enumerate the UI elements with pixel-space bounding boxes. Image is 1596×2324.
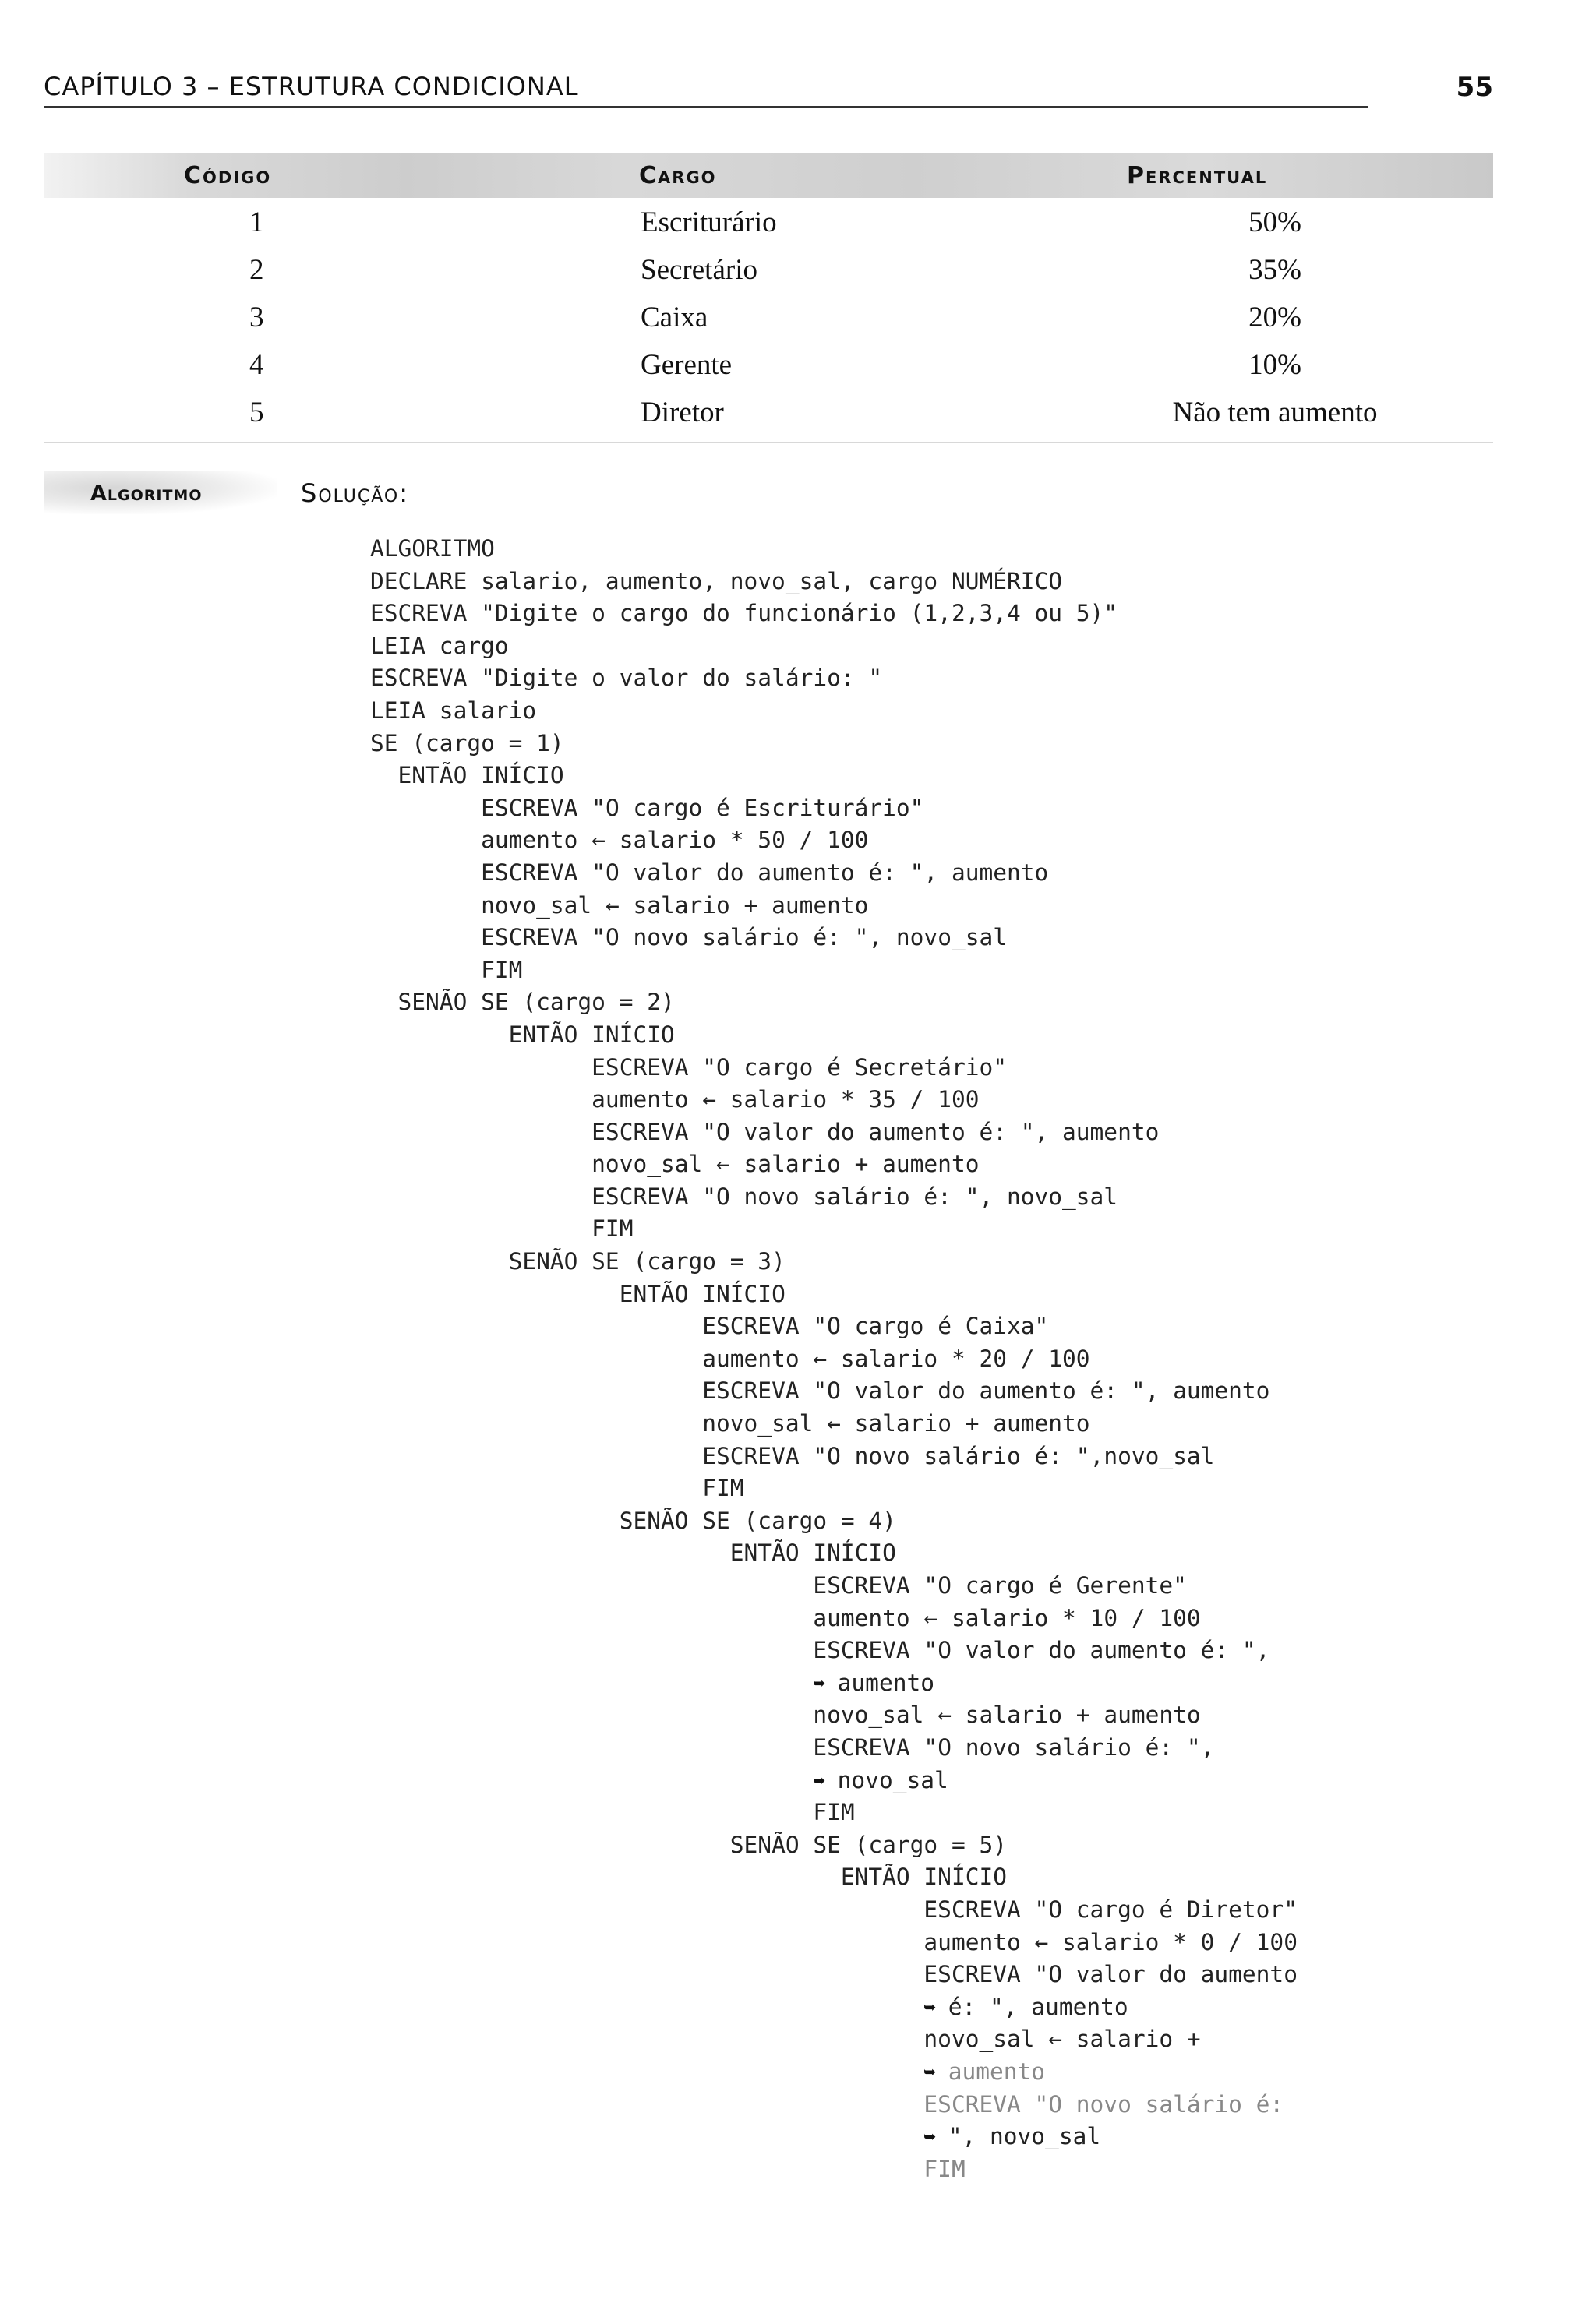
code-line bbox=[370, 2121, 1539, 2153]
table-bottom-rule bbox=[44, 442, 1493, 443]
algorithm-label-box bbox=[44, 471, 277, 514]
code-line bbox=[370, 922, 1539, 954]
code-indent bbox=[370, 795, 481, 821]
code-text: ESCREVA "O cargo é Caixa" bbox=[702, 1313, 1049, 1340]
code-line bbox=[370, 1505, 1539, 1538]
code-text: ESCREVA "O novo salário é: ",novo_sal bbox=[702, 1442, 1215, 1469]
code-indent bbox=[370, 1961, 923, 1987]
code-line bbox=[370, 1278, 1539, 1311]
code-text: ENTÃO INÍCIO bbox=[508, 1021, 675, 1048]
code-text: SENÃO SE (cargo = 5) bbox=[729, 1831, 1007, 1858]
code-text: aumento ← salario * 20 / 100 bbox=[702, 1345, 1090, 1372]
column-header-cargo: Cargo bbox=[639, 162, 717, 189]
code-line bbox=[370, 1019, 1539, 1052]
code-text: ENTÃO INÍCIO bbox=[729, 1539, 896, 1567]
code-line bbox=[370, 1472, 1539, 1505]
code-line bbox=[370, 1959, 1539, 1991]
code-text: aumento ← salario * 50 / 100 bbox=[481, 827, 869, 854]
code-text: é: ", aumento bbox=[948, 1993, 1128, 2020]
code-text: DECLARE salario, aumento, novo_sal, cargo NUMÉRICO bbox=[370, 567, 1063, 594]
cell-cargo: Secretário bbox=[641, 254, 757, 286]
code-indent bbox=[370, 2058, 923, 2085]
code-line bbox=[370, 1765, 1539, 1797]
code-text: aumento ← salario * 10 / 100 bbox=[813, 1604, 1201, 1631]
code-indent bbox=[370, 1767, 813, 1793]
code-text: ESCREVA "O cargo é Diretor" bbox=[923, 1896, 1298, 1923]
code-text: ESCREVA "Digite o cargo do funcionário (1,2,3,4 ou 5)" bbox=[370, 600, 1118, 627]
code-text: ESCREVA "O valor do aumento bbox=[923, 1961, 1298, 1988]
code-line bbox=[370, 1375, 1539, 1408]
code-indent bbox=[370, 1021, 509, 1048]
code-line bbox=[370, 630, 1539, 663]
code-line bbox=[370, 986, 1539, 1019]
code-indent bbox=[370, 2156, 923, 2182]
code-text: LEIA cargo bbox=[370, 632, 509, 659]
code-indent bbox=[370, 2091, 923, 2118]
code-indent bbox=[370, 1313, 702, 1339]
code-line bbox=[370, 533, 1539, 566]
code-indent bbox=[370, 1345, 702, 1372]
code-text: FIM bbox=[702, 1475, 744, 1502]
code-indent bbox=[370, 1119, 591, 1145]
code-text: FIM bbox=[923, 2155, 966, 2182]
page-number: 55 bbox=[1456, 72, 1493, 103]
code-line bbox=[370, 1310, 1539, 1343]
code-text: SENÃO SE (cargo = 4) bbox=[619, 1507, 896, 1534]
code-indent bbox=[370, 1475, 702, 1501]
code-line bbox=[370, 1246, 1539, 1278]
code-indent bbox=[370, 1508, 620, 1534]
code-indent bbox=[370, 1605, 813, 1631]
scan-fade bbox=[1013, 2166, 1403, 2252]
algorithm-label: Algoritmo bbox=[90, 481, 203, 506]
cell-code: 3 bbox=[249, 302, 264, 333]
code-indent bbox=[370, 1215, 591, 1242]
code-line bbox=[370, 1537, 1539, 1570]
code-indent bbox=[370, 859, 481, 886]
code-line bbox=[370, 1667, 1539, 1700]
code-text: ESCREVA "O valor do aumento é: ", aumento bbox=[481, 859, 1049, 886]
code-line bbox=[370, 695, 1539, 728]
code-line bbox=[370, 1635, 1539, 1667]
code-text: ESCREVA "O novo salário é: bbox=[923, 2090, 1284, 2118]
code-indent bbox=[370, 1281, 620, 1307]
code-text: LEIA salario bbox=[370, 696, 537, 724]
column-header-codigo: Código bbox=[184, 162, 272, 189]
code-line bbox=[370, 1829, 1539, 1862]
code-text: ENTÃO INÍCIO bbox=[397, 762, 564, 789]
code-line bbox=[370, 2089, 1539, 2121]
code-line bbox=[370, 1148, 1539, 1181]
code-line bbox=[370, 1084, 1539, 1116]
code-indent bbox=[370, 957, 481, 983]
cell-percent: 50% bbox=[1248, 206, 1301, 238]
code-line bbox=[370, 2056, 1539, 2089]
code-line bbox=[370, 1927, 1539, 1959]
code-line bbox=[370, 824, 1539, 857]
continuation-arrow-icon: ➥ bbox=[813, 1769, 838, 1793]
code-text: aumento ← salario * 35 / 100 bbox=[591, 1086, 980, 1113]
code-indent bbox=[370, 1864, 841, 1890]
code-text: ESCREVA "O cargo é Gerente" bbox=[813, 1572, 1187, 1599]
code-text: ENTÃO INÍCIO bbox=[619, 1280, 786, 1307]
code-indent bbox=[370, 1151, 591, 1177]
code-line bbox=[370, 1732, 1539, 1765]
pseudocode-block bbox=[370, 533, 1539, 2185]
code-line bbox=[370, 1116, 1539, 1149]
code-indent bbox=[370, 1572, 813, 1599]
code-line bbox=[370, 1343, 1539, 1376]
table-row bbox=[44, 388, 1493, 436]
code-line bbox=[370, 728, 1539, 760]
code-indent bbox=[370, 924, 481, 950]
code-text: novo_sal bbox=[837, 1766, 948, 1793]
column-header-percentual: Percentual bbox=[1127, 162, 1268, 189]
continuation-arrow-icon: ➥ bbox=[923, 2061, 948, 2085]
code-text: SE (cargo = 1) bbox=[370, 729, 564, 756]
code-text: novo_sal ← salario + aumento bbox=[591, 1151, 980, 1178]
code-line bbox=[370, 1408, 1539, 1441]
cell-percent: 10% bbox=[1248, 349, 1301, 381]
code-text: ESCREVA "O novo salário é: ", bbox=[813, 1733, 1215, 1761]
code-indent bbox=[370, 827, 481, 853]
code-text: ENTÃO INÍCIO bbox=[840, 1864, 1007, 1891]
cell-percent: 20% bbox=[1248, 302, 1301, 333]
cell-code: 1 bbox=[249, 206, 264, 238]
code-text: ESCREVA "O novo salário é: ", novo_sal bbox=[591, 1183, 1118, 1210]
running-header bbox=[44, 72, 1493, 103]
cell-cargo: Caixa bbox=[641, 302, 708, 333]
code-line bbox=[370, 598, 1539, 630]
code-text: ESCREVA "O cargo é Escriturário" bbox=[481, 794, 924, 821]
code-text: ALGORITMO bbox=[370, 535, 495, 562]
code-text: novo_sal ← salario + aumento bbox=[702, 1410, 1090, 1437]
code-text: novo_sal ← salario + aumento bbox=[481, 891, 869, 919]
code-line bbox=[370, 760, 1539, 792]
raise-table bbox=[44, 153, 1493, 436]
code-text: FIM bbox=[481, 956, 523, 983]
code-indent bbox=[370, 1799, 813, 1825]
code-indent bbox=[370, 1637, 813, 1663]
code-line bbox=[370, 1052, 1539, 1084]
code-indent bbox=[370, 2026, 923, 2052]
code-line bbox=[370, 1603, 1539, 1635]
code-line bbox=[370, 954, 1539, 987]
code-line bbox=[370, 1894, 1539, 1927]
cell-cargo: Escriturário bbox=[641, 206, 777, 238]
cell-percent: Não tem aumento bbox=[1172, 397, 1378, 428]
code-text: novo_sal ← salario + aumento bbox=[813, 1702, 1201, 1729]
code-line bbox=[370, 1797, 1539, 1829]
code-line bbox=[370, 566, 1539, 598]
code-indent bbox=[370, 1443, 702, 1469]
table-row bbox=[44, 340, 1493, 388]
code-indent bbox=[370, 1994, 923, 2020]
cell-percent: 35% bbox=[1248, 254, 1301, 286]
cell-cargo: Gerente bbox=[641, 349, 733, 381]
code-text: aumento bbox=[948, 2058, 1046, 2085]
table-row bbox=[44, 245, 1493, 293]
code-text: ESCREVA "Digite o valor do salário: " bbox=[370, 665, 883, 692]
code-indent bbox=[370, 2123, 923, 2149]
code-text: ESCREVA "O valor do aumento é: ", aumento bbox=[591, 1118, 1160, 1145]
code-line bbox=[370, 2023, 1539, 2056]
code-line bbox=[370, 1181, 1539, 1214]
code-line bbox=[370, 890, 1539, 922]
code-line bbox=[370, 792, 1539, 825]
code-text: aumento ← salario * 0 / 100 bbox=[923, 1928, 1298, 1955]
cell-code: 4 bbox=[249, 349, 264, 381]
code-indent bbox=[370, 1702, 813, 1728]
table-header bbox=[44, 153, 1493, 198]
code-indent bbox=[370, 1896, 923, 1923]
code-text: ESCREVA "O valor do aumento é: ", bbox=[813, 1637, 1270, 1664]
code-text: ESCREVA "O cargo é Secretário" bbox=[591, 1053, 1007, 1081]
code-text: ESCREVA "O valor do aumento é: ", aumento bbox=[702, 1377, 1270, 1405]
code-line bbox=[370, 662, 1539, 695]
cell-cargo: Diretor bbox=[641, 397, 724, 428]
cell-code: 2 bbox=[249, 254, 264, 286]
code-line bbox=[370, 857, 1539, 890]
code-indent bbox=[370, 989, 398, 1015]
code-text: ESCREVA "O novo salário é: ", novo_sal bbox=[481, 924, 1007, 951]
code-text: SENÃO SE (cargo = 3) bbox=[508, 1248, 786, 1275]
code-indent bbox=[370, 1377, 702, 1404]
code-indent bbox=[370, 1086, 591, 1113]
table-row bbox=[44, 293, 1493, 340]
code-line bbox=[370, 1441, 1539, 1473]
table-row bbox=[44, 198, 1493, 245]
code-text: FIM bbox=[813, 1799, 855, 1826]
code-indent bbox=[370, 1670, 813, 1696]
code-text: aumento bbox=[837, 1669, 934, 1696]
solution-label: Solução: bbox=[301, 478, 410, 508]
code-line bbox=[370, 1861, 1539, 1894]
chapter-title: CAPÍTULO 3 – ESTRUTURA CONDICIONAL bbox=[44, 72, 579, 101]
code-indent bbox=[370, 1183, 591, 1210]
code-indent bbox=[370, 1410, 702, 1437]
code-text: FIM bbox=[591, 1215, 634, 1243]
code-indent bbox=[370, 1539, 730, 1566]
code-line bbox=[370, 1699, 1539, 1732]
code-line bbox=[370, 1991, 1539, 2024]
code-indent bbox=[370, 1832, 730, 1858]
continuation-arrow-icon: ➥ bbox=[813, 1672, 838, 1696]
code-indent bbox=[370, 1929, 923, 1955]
code-text: novo_sal ← salario + bbox=[923, 2026, 1201, 2053]
code-line bbox=[370, 1570, 1539, 1603]
cell-code: 5 bbox=[249, 397, 264, 428]
continuation-arrow-icon: ➥ bbox=[923, 2126, 948, 2150]
code-text: SENÃO SE (cargo = 2) bbox=[397, 989, 675, 1016]
code-indent bbox=[370, 1734, 813, 1761]
code-line bbox=[370, 1213, 1539, 1246]
code-indent bbox=[370, 762, 398, 788]
header-rule bbox=[44, 106, 1368, 108]
continuation-arrow-icon: ➥ bbox=[923, 1996, 948, 2020]
code-text: ", novo_sal bbox=[948, 2123, 1101, 2150]
code-indent bbox=[370, 1248, 509, 1275]
code-indent bbox=[370, 892, 481, 919]
code-indent bbox=[370, 1054, 591, 1081]
